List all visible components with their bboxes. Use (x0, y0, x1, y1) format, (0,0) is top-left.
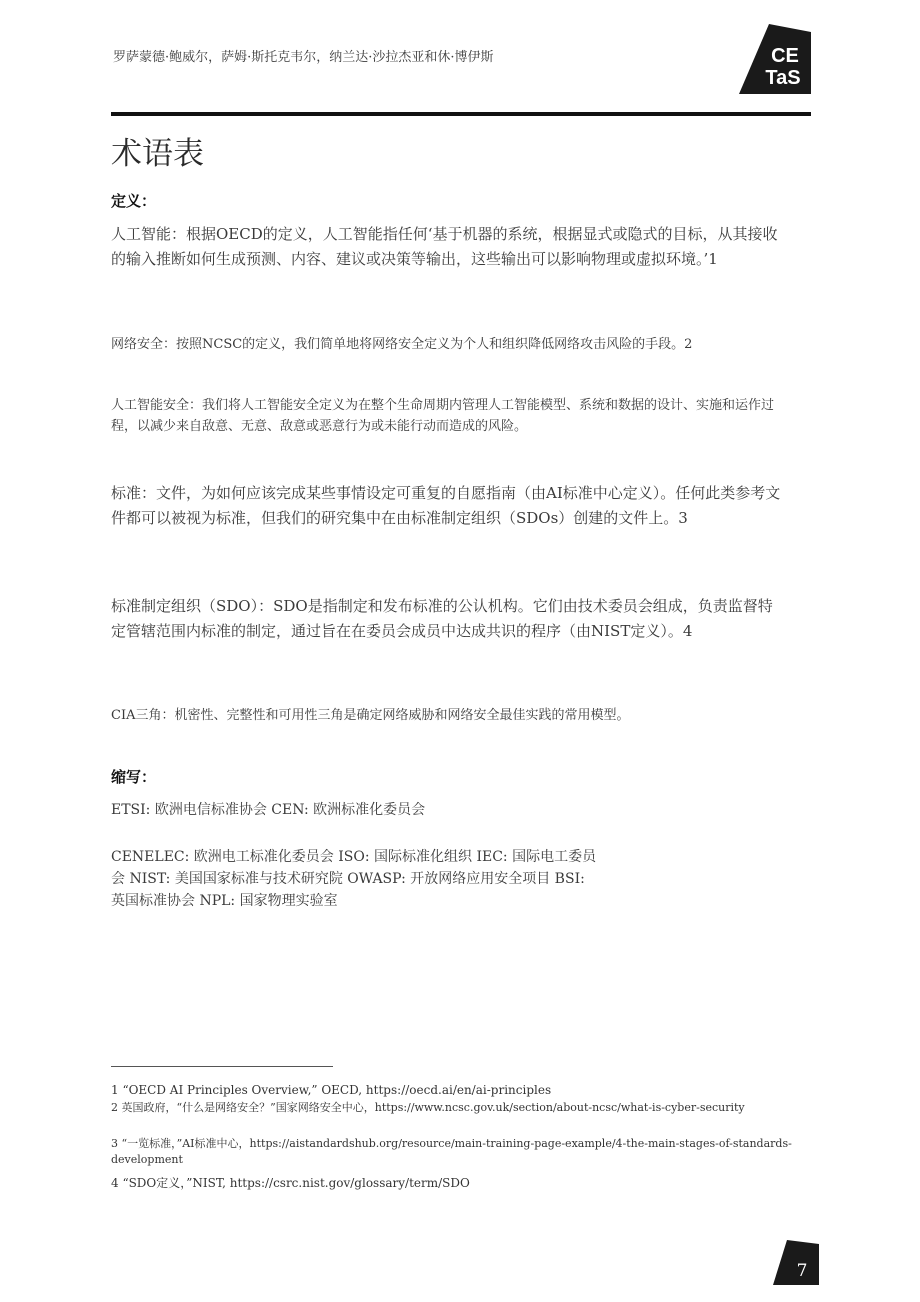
definition-ai-security: 人工智能安全：我们将人工智能安全定义为在整个生命周期内管理人工智能模型、系统和数据的设计、实施和运作过程，以减少来自敌意、无意、敌意或恶意行为或未能行动而造成的风险。 (111, 398, 775, 434)
page-number-badge (773, 1240, 819, 1285)
logo-text-line1: CE (771, 45, 799, 67)
footnote-1: 1 “OECD AI Principles Overview,” OECD, https://oecd.ai/en/ai-principles (111, 1083, 552, 1097)
footnote-4: 4 “SDO定义，”NIST, https://csrc.nist.gov/glossary/term/SDO (111, 1176, 470, 1190)
footnote-3: 3 “一览标准，”AI标准中心，https://aistandardshub.org/resource/main-training-page-example/4-the-main-stages-of-standards-development (111, 1137, 792, 1166)
definition-cybersecurity: 网络安全：按照NCSC的定义，我们简单地将网络安全定义为个人和组织降低网络攻击风险的手段。2 (111, 337, 693, 352)
header-divider (111, 112, 811, 116)
definition-ai: 人工智能：根据OECD的定义，人工智能指任何‘基于机器的系统，根据显式或隐式的目标，从其接收的输入推断如何生成预测、内容、建议或决策等输出，这些输出可以影响物理或虚拟环境。’1 (111, 225, 778, 268)
abbreviations-heading: 缩写： (111, 768, 157, 786)
definition-sdo: 标准制定组织（SDO）：SDO是指制定和发布标准的公认机构。它们由技术委员会组成，负责监督特定管辖范围内标准的制定，通过旨在在委员会成员中达成共识的程序（由NIST定义）。4 (111, 597, 773, 640)
footnote-2: 2 英国政府，“什么是网络安全？”国家网络安全中心，https://www.ncsc.gov.uk/section/about-ncsc/what-is-cyber-security (111, 1101, 745, 1114)
definition-cia-triad: CIA三角：机密性、完整性和可用性三角是确定网络威胁和网络安全最佳实践的常用模型。 (111, 708, 630, 723)
definitions-heading: 定义： (111, 192, 157, 210)
cetas-logo-icon (739, 24, 811, 94)
logo-text-line2: TaS (765, 67, 801, 89)
abbreviations-line-1: ETSI: 欧洲电信标准协会 CEN: 欧洲标准化委员会 (111, 802, 426, 818)
definition-standard: 标准：文件，为如何应该完成某些事情设定可重复的自愿指南（由AI标准中心定义）。任何此类参考文件都可以被视为标准，但我们的研究集中在由标准制定组织（SDOs）创建的文件上。3 (111, 484, 781, 527)
page-title: 术语表 (111, 136, 204, 172)
abbreviations-line-2: CENELEC: 欧洲电工标准化委员会 ISO: 国际标准化组织 IEC: 国际电工委员会 NIST: 美国国家标准与技术研究院 OWASP: 开放网络应用安全项目 BSI: 英国标准协会 NPL: 国家物理实验室 (111, 849, 597, 909)
footnote-divider (111, 1066, 333, 1067)
header-authors: 罗萨蒙德·鲍威尔，萨姆·斯托克韦尔，纳兰达·沙拉杰亚和休·博伊斯 (113, 50, 494, 65)
page-number: 7 (796, 1261, 808, 1281)
